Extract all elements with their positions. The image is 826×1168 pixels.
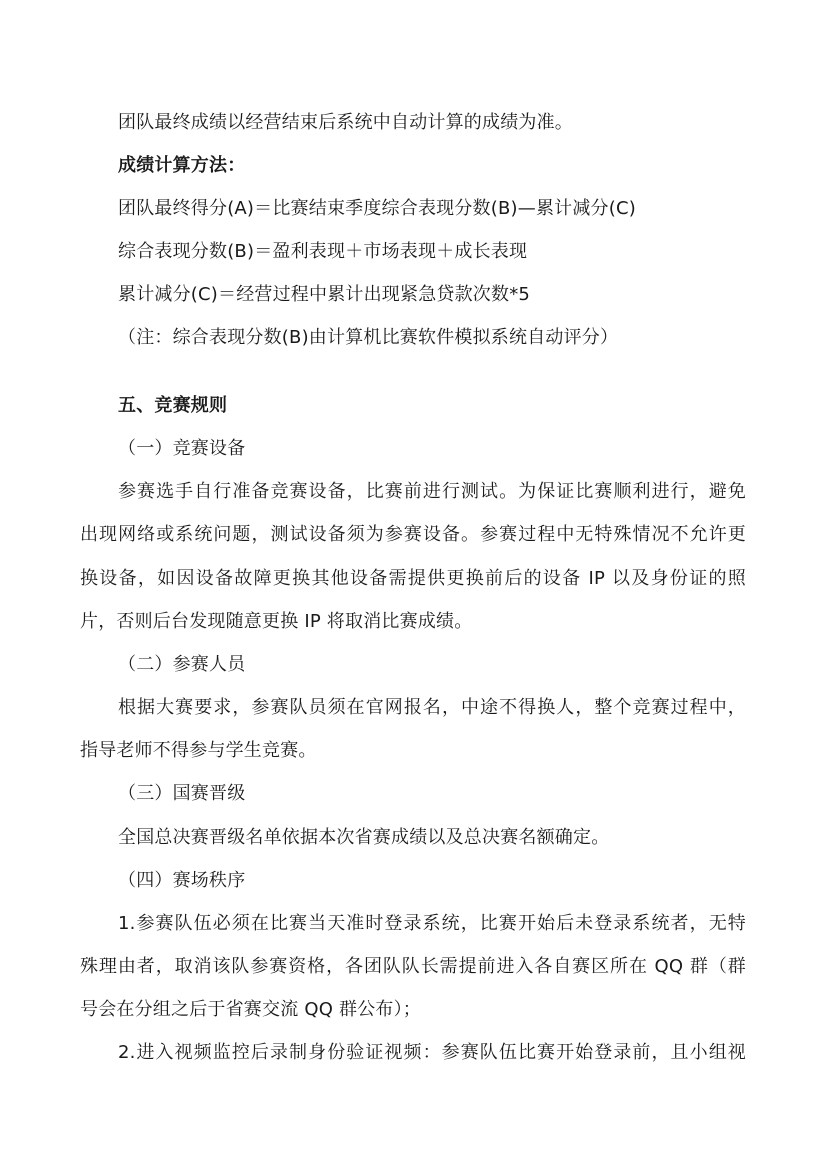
paragraph-line: 号会在分组之后于省赛交流 QQ 群公布）； xyxy=(80,999,421,1020)
subsection-heading: （四）赛场秩序 xyxy=(118,870,246,891)
section-heading: 成绩计算方法： xyxy=(118,155,246,176)
formula-line: 综合表现分数(B)＝盈利表现＋市场表现＋成长表现 xyxy=(118,241,528,262)
paragraph-line: 殊理由者，取消该队参赛资格，各团队队长需提前进入各自赛区所在 QQ 群（群 xyxy=(80,956,746,977)
paragraph-line: 片，否则后台发现随意更换 IP 将取消比赛成绩。 xyxy=(80,611,473,632)
paragraph-line: 2.进入视频监控后录制身份验证视频：参赛队伍比赛开始登录前，且小组视 xyxy=(118,1042,746,1063)
paragraph-line: 全国总决赛晋级名单依据本次省赛成绩以及总决赛名额确定。 xyxy=(118,827,610,848)
paragraph-line: 指导老师不得参与学生竞赛。 xyxy=(80,740,317,761)
formula-line: 团队最终得分(A)＝比赛结束季度综合表现分数(B)—累计减分(C) xyxy=(118,198,636,219)
paragraph-line: 参赛选手自行准备竞赛设备，比赛前进行测试。为保证比赛顺利进行，避免 xyxy=(118,481,746,502)
subsection-heading: （三）国赛晋级 xyxy=(118,783,246,804)
note-line: （注：综合表现分数(B)由计算机比赛软件模拟系统自动评分） xyxy=(118,327,619,348)
paragraph-line: 团队最终成绩以经营结束后系统中自动计算的成绩为准。 xyxy=(118,112,573,133)
section-heading: 五、竞赛规则 xyxy=(118,395,228,416)
subsection-heading: （一）竞赛设备 xyxy=(118,438,246,459)
formula-line: 累计减分(C)＝经营过程中累计出现紧急贷款次数*5 xyxy=(118,284,531,305)
subsection-heading: （二）参赛人员 xyxy=(118,654,246,675)
paragraph-line: 1.参赛队伍必须在比赛当天准时登录系统，比赛开始后未登录系统者，无特 xyxy=(118,913,746,934)
paragraph-line: 换设备，如因设备故障更换其他设备需提供更换前后的设备 IP 以及身份证的照 xyxy=(80,568,746,589)
paragraph-line: 根据大赛要求，参赛队员须在官网报名，中途不得换人，整个竞赛过程中， xyxy=(118,697,746,718)
paragraph-line: 出现网络或系统问题，测试设备须为参赛设备。参赛过程中无特殊情况不允许更 xyxy=(80,524,746,545)
